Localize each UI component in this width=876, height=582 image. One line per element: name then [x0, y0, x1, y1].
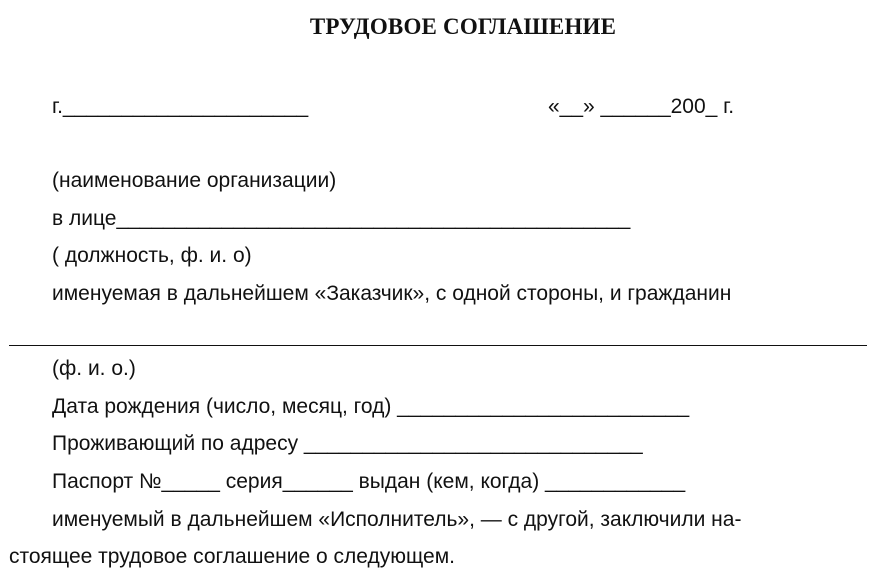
full-width-blank-line [9, 345, 867, 346]
final-line: стоящее трудовое соглашение о следующем. [9, 545, 455, 568]
document-title: ТРУДОВОЕ СОГЛАШЕНИЕ [309, 14, 617, 39]
customer-line: именуемая в дальнейшем «Заказчик», с одной стороны, и гражданин [52, 282, 732, 305]
representative-line: в лице____________________________________________ [52, 207, 631, 230]
date-field-line: «__» ______200_ г. [548, 95, 735, 118]
organization-hint: (наименование организации) [52, 169, 337, 192]
executor-line: именуемый в дальнейшем «Исполнитель», — с другой, заключили на- [52, 508, 742, 531]
fio-hint: (ф. и. о.) [52, 357, 136, 380]
passport-line: Паспорт №_____ серия______ выдан (кем, когда) ____________ [52, 470, 686, 493]
birth-date-line: Дата рождения (число, месяц, год) _________________________ [52, 395, 690, 418]
address-line: Проживающий по адресу _____________________________ [52, 432, 643, 455]
position-hint: ( должность, ф. и. о) [52, 244, 252, 267]
city-field-line: г._____________________ [52, 95, 309, 118]
